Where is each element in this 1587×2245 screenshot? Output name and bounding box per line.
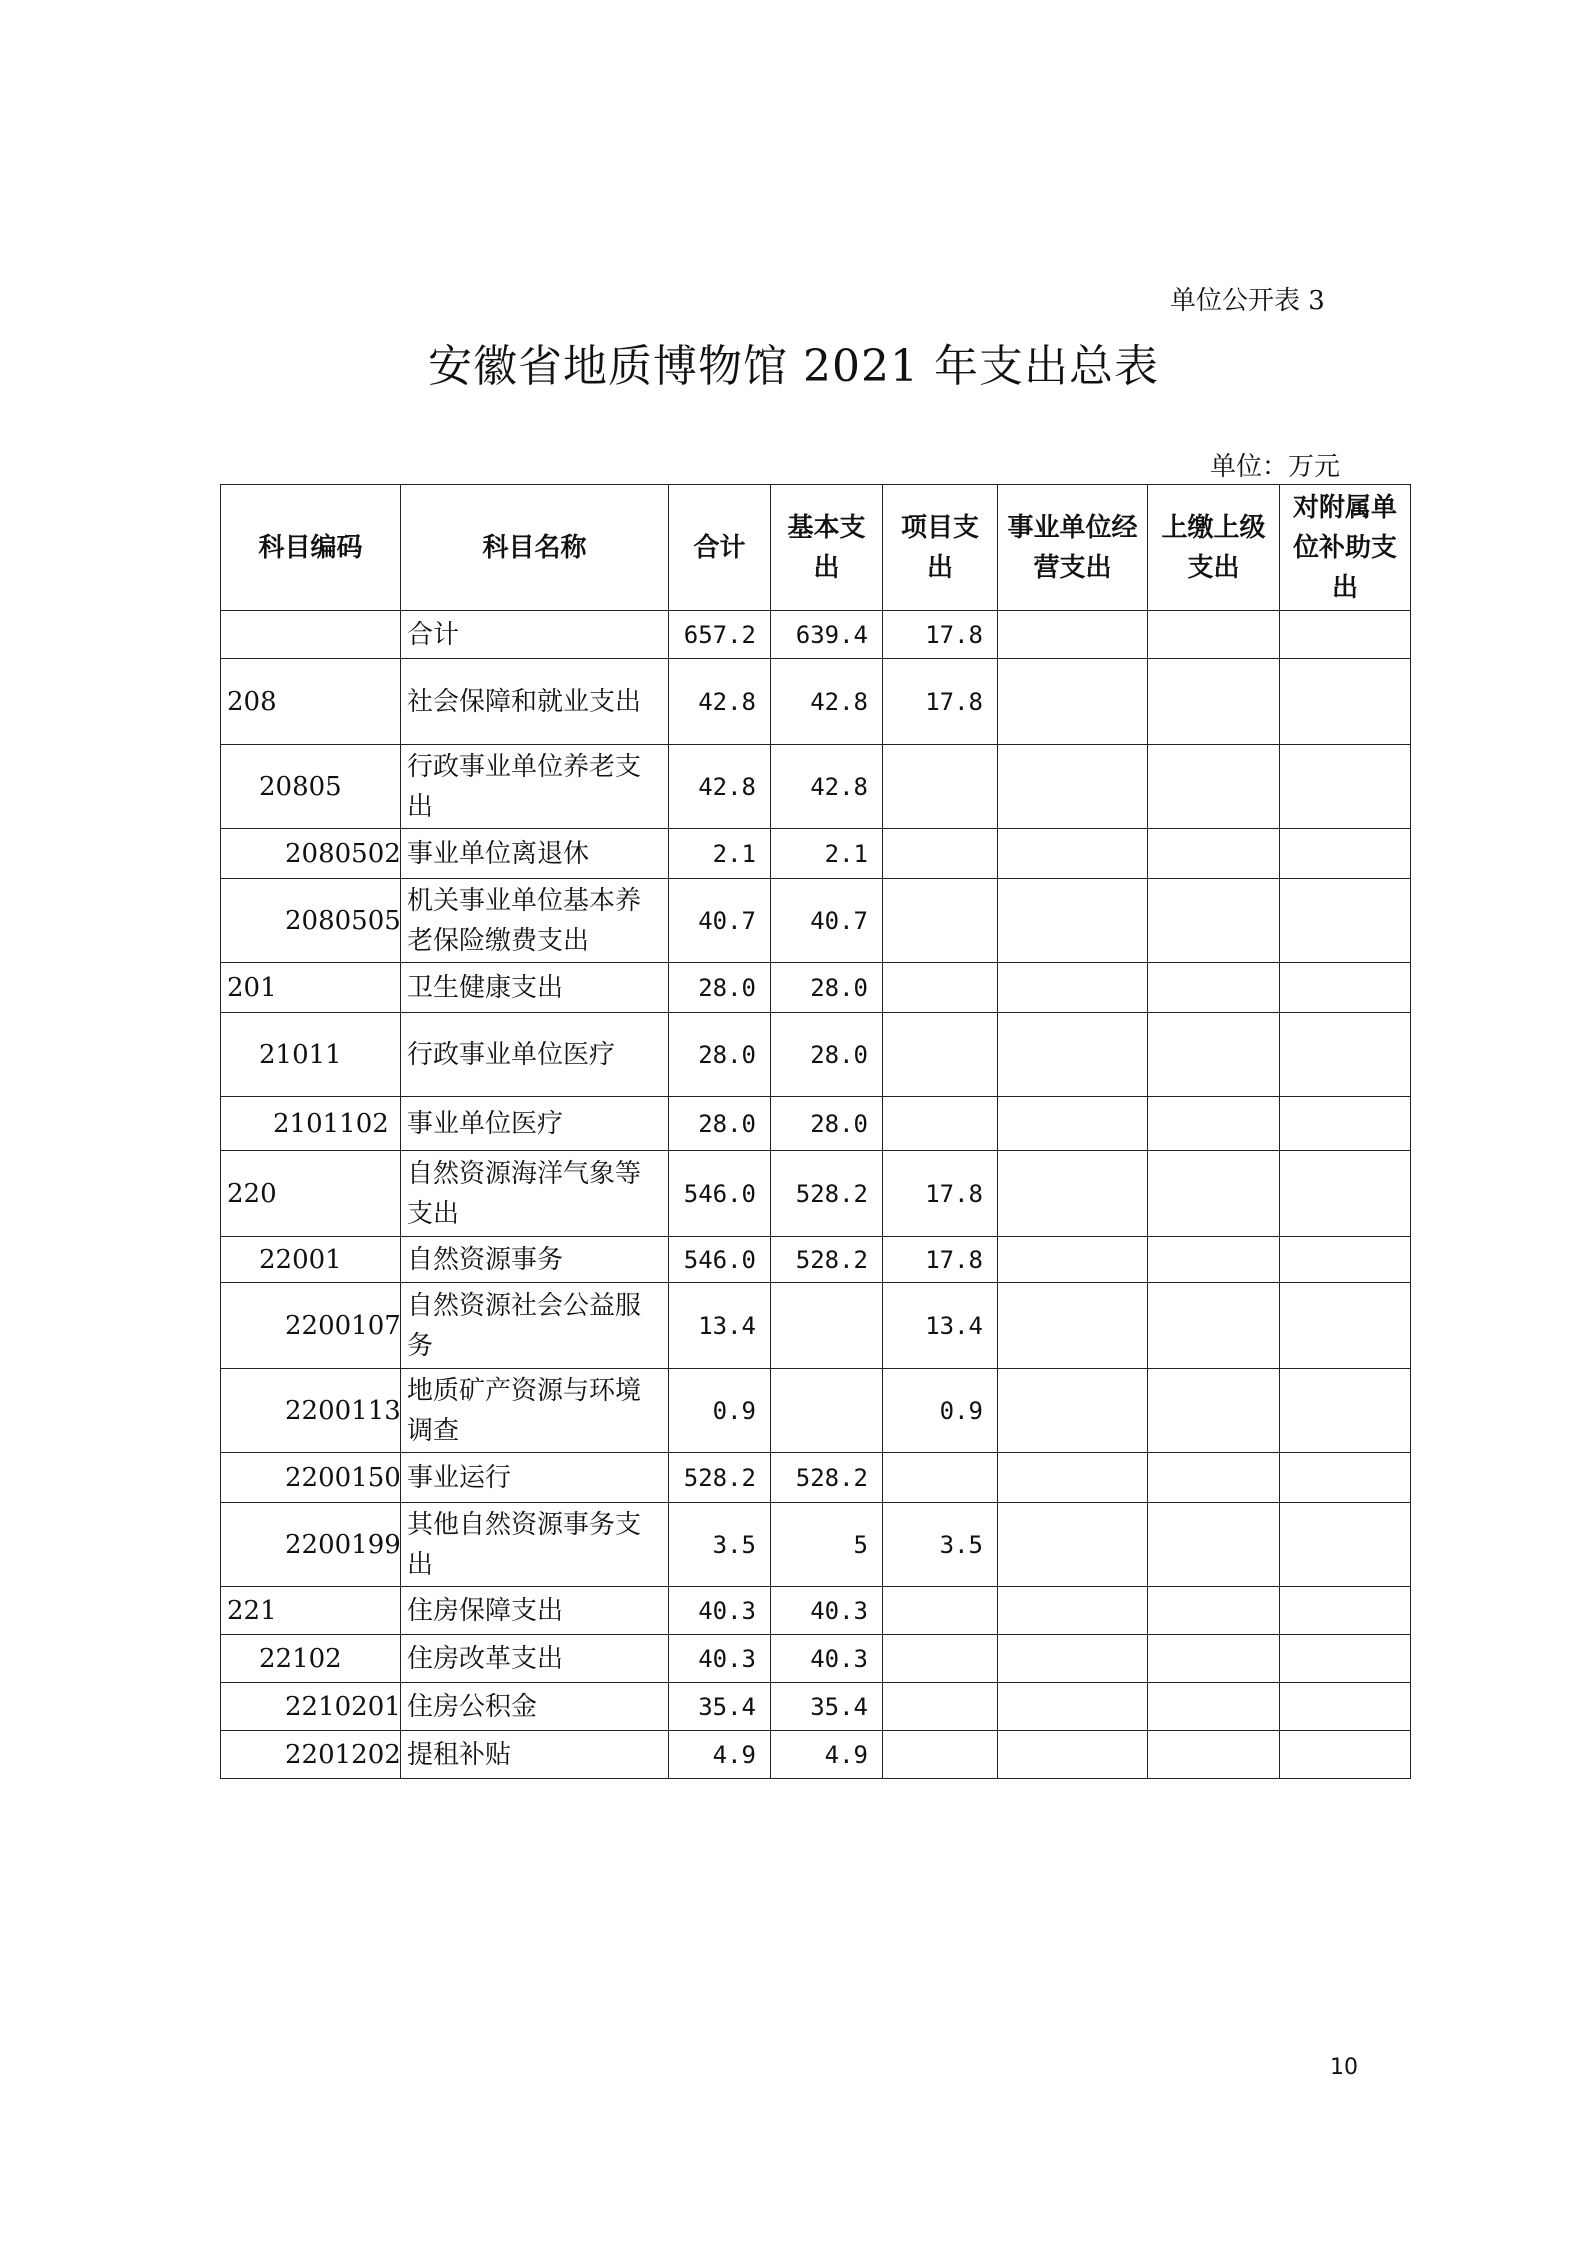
cell-empty xyxy=(998,1731,1148,1779)
cell-code: 2200107 xyxy=(221,1283,401,1369)
cell-empty xyxy=(1280,1587,1411,1635)
cell-empty xyxy=(1148,1369,1280,1453)
cell-code: 22102 xyxy=(221,1635,401,1683)
cell-empty xyxy=(1148,745,1280,829)
cell-total: 40.3 xyxy=(669,1635,771,1683)
cell-empty xyxy=(998,1283,1148,1369)
cell-project: 13.4 xyxy=(883,1283,998,1369)
cell-empty xyxy=(1148,1503,1280,1587)
cell-basic: 40.7 xyxy=(771,879,883,963)
cell-total: 13.4 xyxy=(669,1283,771,1369)
cell-empty xyxy=(1148,1587,1280,1635)
cell-empty xyxy=(998,1683,1148,1731)
cell-empty xyxy=(1280,829,1411,879)
cell-empty xyxy=(1280,1097,1411,1151)
cell-code: 20805 xyxy=(221,745,401,829)
cell-empty xyxy=(1148,1453,1280,1503)
table-row xyxy=(221,1151,1411,1237)
header-row xyxy=(221,485,1411,611)
cell-project xyxy=(883,1587,998,1635)
table-row xyxy=(221,1731,1411,1779)
cell-name: 卫生健康支出 xyxy=(401,963,669,1013)
table-row xyxy=(221,611,1411,659)
cell-basic: 2.1 xyxy=(771,829,883,879)
cell-code xyxy=(221,611,401,659)
cell-project xyxy=(883,745,998,829)
cell-project xyxy=(883,829,998,879)
cell-name: 社会保障和就业支出 xyxy=(401,659,669,745)
cell-code: 2080505 xyxy=(221,879,401,963)
cell-empty xyxy=(1280,1013,1411,1097)
cell-empty xyxy=(1280,1369,1411,1453)
page-title: 安徽省地质博物馆 2021 年支出总表 xyxy=(428,341,1159,392)
cell-empty xyxy=(1280,1283,1411,1369)
header-cell: 对附属单位补助支出 xyxy=(1280,485,1411,611)
table-row xyxy=(221,1237,1411,1283)
cell-empty xyxy=(1148,1013,1280,1097)
cell-empty xyxy=(1280,963,1411,1013)
cell-empty xyxy=(1280,611,1411,659)
cell-project xyxy=(883,1013,998,1097)
cell-project: 17.8 xyxy=(883,611,998,659)
cell-code: 208 xyxy=(221,659,401,745)
cell-project: 17.8 xyxy=(883,1237,998,1283)
cell-name: 行政事业单位医疗 xyxy=(401,1013,669,1097)
cell-empty xyxy=(1280,745,1411,829)
cell-basic xyxy=(771,1369,883,1453)
cell-name: 住房改革支出 xyxy=(401,1635,669,1683)
cell-project: 17.8 xyxy=(883,1151,998,1237)
cell-empty xyxy=(998,611,1148,659)
cell-code: 2200150 xyxy=(221,1453,401,1503)
cell-empty xyxy=(1280,1731,1411,1779)
cell-total: 28.0 xyxy=(669,963,771,1013)
cell-empty xyxy=(1148,1635,1280,1683)
cell-basic: 4.9 xyxy=(771,1731,883,1779)
header-cell: 合计 xyxy=(669,485,771,611)
expenditure-table xyxy=(220,484,1411,1779)
cell-code: 2080502 xyxy=(221,829,401,879)
cell-total: 657.2 xyxy=(669,611,771,659)
cell-empty xyxy=(1148,1683,1280,1731)
cell-name: 住房保障支出 xyxy=(401,1587,669,1635)
cell-code: 22001 xyxy=(221,1237,401,1283)
cell-basic: 35.4 xyxy=(771,1683,883,1731)
cell-empty xyxy=(998,1503,1148,1587)
header-cell: 科目名称 xyxy=(401,485,669,611)
table-row xyxy=(221,1635,1411,1683)
cell-basic: 528.2 xyxy=(771,1453,883,1503)
table-row xyxy=(221,1683,1411,1731)
cell-name: 提租补贴 xyxy=(401,1731,669,1779)
page-number: 10 xyxy=(1330,2055,1358,2080)
cell-basic: 40.3 xyxy=(771,1635,883,1683)
cell-name: 行政事业单位养老支出 xyxy=(401,745,669,829)
cell-project xyxy=(883,1453,998,1503)
cell-code: 2201202 xyxy=(221,1731,401,1779)
cell-basic: 528.2 xyxy=(771,1237,883,1283)
cell-empty xyxy=(998,1369,1148,1453)
table-row xyxy=(221,1013,1411,1097)
header-cell: 基本支出 xyxy=(771,485,883,611)
header-cell: 项目支出 xyxy=(883,485,998,611)
cell-basic: 42.8 xyxy=(771,659,883,745)
cell-total: 546.0 xyxy=(669,1151,771,1237)
cell-basic: 528.2 xyxy=(771,1151,883,1237)
cell-name: 自然资源事务 xyxy=(401,1237,669,1283)
unit-label: 单位：万元 xyxy=(1210,452,1341,482)
table-row xyxy=(221,829,1411,879)
cell-total: 40.7 xyxy=(669,879,771,963)
cell-name: 其他自然资源事务支出 xyxy=(401,1503,669,1587)
cell-total: 528.2 xyxy=(669,1453,771,1503)
cell-total: 40.3 xyxy=(669,1587,771,1635)
cell-code: 2200199 xyxy=(221,1503,401,1587)
cell-empty xyxy=(1148,1237,1280,1283)
cell-total: 546.0 xyxy=(669,1237,771,1283)
cell-empty xyxy=(1280,1503,1411,1587)
cell-empty xyxy=(998,1587,1148,1635)
cell-empty xyxy=(998,963,1148,1013)
cell-name: 事业单位医疗 xyxy=(401,1097,669,1151)
cell-code: 2200113 xyxy=(221,1369,401,1453)
cell-project xyxy=(883,1683,998,1731)
table-row xyxy=(221,1097,1411,1151)
cell-empty xyxy=(998,659,1148,745)
cell-basic: 639.4 xyxy=(771,611,883,659)
cell-project: 17.8 xyxy=(883,659,998,745)
cell-total: 28.0 xyxy=(669,1097,771,1151)
cell-empty xyxy=(998,1635,1148,1683)
cell-name: 事业单位离退休 xyxy=(401,829,669,879)
cell-basic: 28.0 xyxy=(771,1097,883,1151)
cell-empty xyxy=(1148,1151,1280,1237)
cell-empty xyxy=(1148,963,1280,1013)
cell-basic xyxy=(771,1283,883,1369)
cell-empty xyxy=(998,879,1148,963)
cell-basic: 28.0 xyxy=(771,963,883,1013)
cell-empty xyxy=(1280,1683,1411,1731)
cell-name: 自然资源社会公益服务 xyxy=(401,1283,669,1369)
cell-project xyxy=(883,879,998,963)
table-row xyxy=(221,963,1411,1013)
cell-empty xyxy=(1280,1635,1411,1683)
cell-basic: 42.8 xyxy=(771,745,883,829)
cell-empty xyxy=(1148,1731,1280,1779)
cell-total: 35.4 xyxy=(669,1683,771,1731)
table-row xyxy=(221,745,1411,829)
cell-total: 0.9 xyxy=(669,1369,771,1453)
cell-total: 42.8 xyxy=(669,745,771,829)
cell-empty xyxy=(998,1097,1148,1151)
table-row xyxy=(221,1503,1411,1587)
cell-name: 地质矿产资源与环境调查 xyxy=(401,1369,669,1453)
cell-empty xyxy=(1148,879,1280,963)
cell-total: 3.5 xyxy=(669,1503,771,1587)
cell-basic: 40.3 xyxy=(771,1587,883,1635)
cell-empty xyxy=(1280,879,1411,963)
cell-empty xyxy=(1148,829,1280,879)
cell-total: 28.0 xyxy=(669,1013,771,1097)
cell-empty xyxy=(998,1151,1148,1237)
cell-project: 0.9 xyxy=(883,1369,998,1453)
cell-empty xyxy=(1280,1453,1411,1503)
cell-name: 自然资源海洋气象等支出 xyxy=(401,1151,669,1237)
cell-total: 4.9 xyxy=(669,1731,771,1779)
header-cell: 科目编码 xyxy=(221,485,401,611)
cell-code: 221 xyxy=(221,1587,401,1635)
cell-empty xyxy=(1148,611,1280,659)
cell-empty xyxy=(998,1237,1148,1283)
cell-code: 2210201 xyxy=(221,1683,401,1731)
cell-code: 2101102 xyxy=(221,1097,401,1151)
cell-project xyxy=(883,1097,998,1151)
cell-name: 机关事业单位基本养老保险缴费支出 xyxy=(401,879,669,963)
cell-code: 201 xyxy=(221,963,401,1013)
cell-total: 42.8 xyxy=(669,659,771,745)
cell-name: 合计 xyxy=(401,611,669,659)
cell-empty xyxy=(998,1013,1148,1097)
cell-basic: 28.0 xyxy=(771,1013,883,1097)
header-cell: 上缴上级支出 xyxy=(1148,485,1280,611)
table-row xyxy=(221,879,1411,963)
cell-empty xyxy=(998,1453,1148,1503)
table-row xyxy=(221,1587,1411,1635)
cell-empty xyxy=(1148,659,1280,745)
cell-project xyxy=(883,1635,998,1683)
cell-empty xyxy=(1280,659,1411,745)
cell-empty xyxy=(1280,1237,1411,1283)
cell-project xyxy=(883,963,998,1013)
cell-empty xyxy=(1148,1283,1280,1369)
table-row xyxy=(221,1453,1411,1503)
cell-total: 2.1 xyxy=(669,829,771,879)
cell-project: 3.5 xyxy=(883,1503,998,1587)
cell-empty xyxy=(1148,1097,1280,1151)
cell-project xyxy=(883,1731,998,1779)
cell-basic: 5 xyxy=(771,1503,883,1587)
cell-code: 21011 xyxy=(221,1013,401,1097)
form-label: 单位公开表 3 xyxy=(1170,286,1325,316)
table-row xyxy=(221,1283,1411,1369)
cell-empty xyxy=(1280,1151,1411,1237)
cell-empty xyxy=(998,829,1148,879)
table-row xyxy=(221,1369,1411,1453)
header-cell: 事业单位经营支出 xyxy=(998,485,1148,611)
table-row xyxy=(221,659,1411,745)
cell-name: 住房公积金 xyxy=(401,1683,669,1731)
cell-name: 事业运行 xyxy=(401,1453,669,1503)
cell-code: 220 xyxy=(221,1151,401,1237)
cell-empty xyxy=(998,745,1148,829)
